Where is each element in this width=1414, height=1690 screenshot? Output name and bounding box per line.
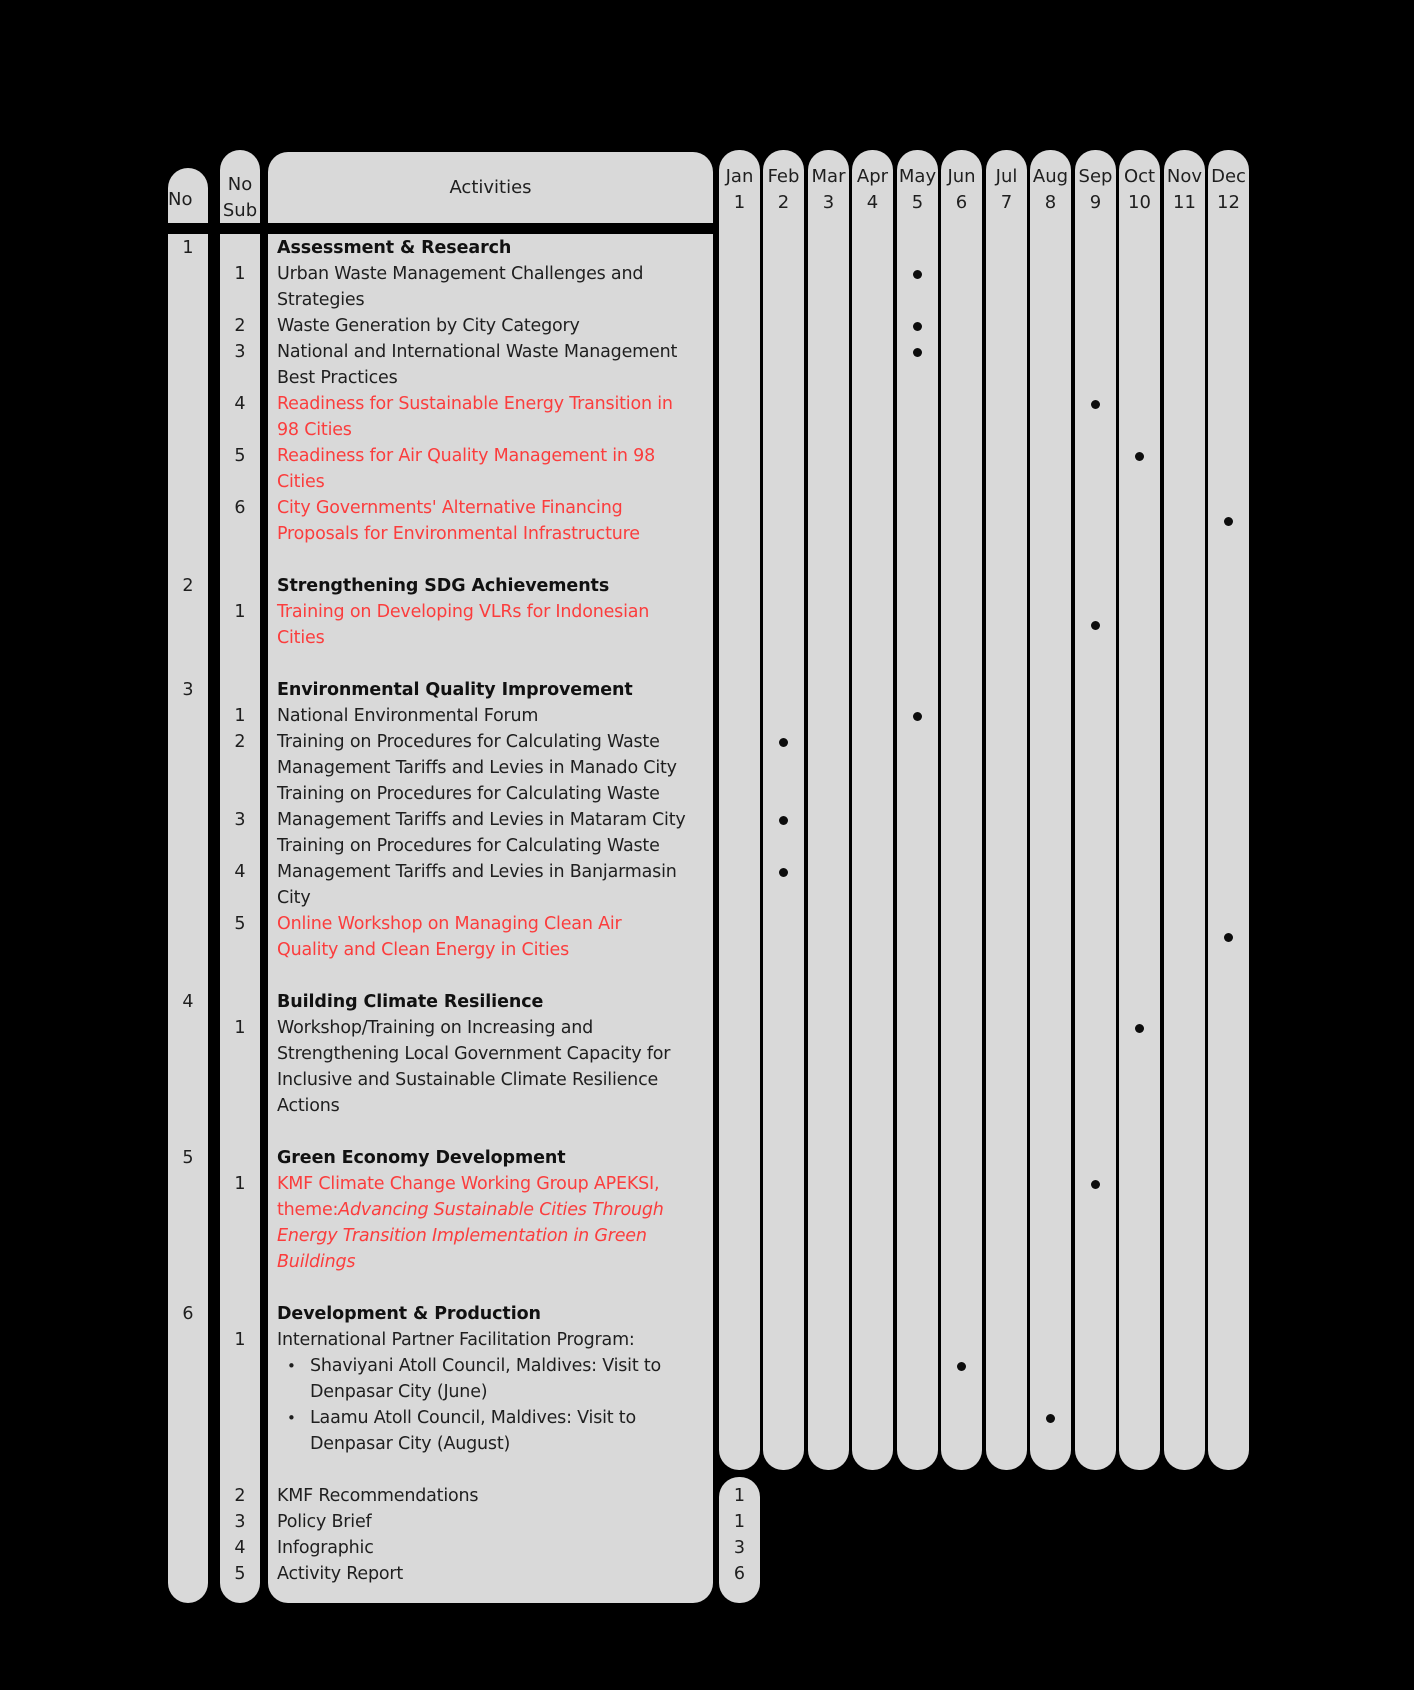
bullet-item-text: Laamu Atoll Council, Maldives: Visit to [310,1408,636,1428]
activity-text-segment: Buildings [277,1252,356,1272]
activity-line: Strategies [277,290,365,310]
sub-number: 1 [234,706,246,726]
month-name: Aug [1032,166,1069,187]
month-name: Jan [725,166,754,187]
activity-text-segment: theme: [277,1200,339,1220]
sub-number: 1 [234,264,246,284]
month-name: Mar [811,166,846,187]
jan-footer-value: 6 [733,1564,746,1584]
gantt-dot-feb [779,816,788,825]
month-number: 2 [777,192,790,213]
activity-line [287,1353,661,1379]
month-column-dec [1208,150,1249,1470]
month-label [897,164,938,216]
no-sub-column-header [220,150,260,223]
activity-line: Denpasar City (August) [310,1434,511,1454]
activity-line: Online Workshop on Managing Clean Air [277,914,622,934]
activity-line: Management Tariffs and Levies in Manado City [277,758,677,778]
jan-footer-value: 1 [733,1486,746,1506]
activity-line: National Environmental Forum [277,706,539,726]
month-column-jul [986,150,1027,1470]
bullet-item-text: Shaviyani Atoll Council, Maldives: Visit to [310,1356,662,1376]
gantt-dot-dec [1224,517,1233,526]
section-title: Building Climate Resilience [277,992,544,1012]
no-column-label: No [168,189,193,210]
activity-line: City [277,888,311,908]
activity-line: Waste Generation by City Category [277,316,580,336]
section-number: 5 [182,1148,194,1168]
month-column-jun [941,150,982,1470]
section-title: Strengthening SDG Achievements [277,576,610,596]
gantt-dot-may [913,322,922,331]
activity-line [277,1223,647,1249]
month-column-sep [1075,150,1116,1470]
month-label [1119,164,1160,216]
gantt-dot-sep [1091,400,1100,409]
gantt-dot-may [913,270,922,279]
month-label [1030,164,1071,216]
sub-number: 3 [234,1512,246,1532]
gantt-dot-feb [779,738,788,747]
month-name: Feb [767,166,800,187]
sub-number: 5 [234,446,246,466]
jan-footer-value: 3 [733,1538,746,1558]
activity-line: Cities [277,628,325,648]
section-number: 1 [182,238,194,258]
month-label [1208,164,1249,216]
sub-number: 1 [234,602,246,622]
activity-line: City Governments' Alternative Financing [277,498,623,518]
section-number: 6 [182,1304,194,1324]
month-number: 3 [822,192,835,213]
activity-line: KMF Recommendations [277,1486,479,1506]
activity-line: Readiness for Air Quality Management in 98 [277,446,656,466]
activity-line: Inclusive and Sustainable Climate Resilience [277,1070,659,1090]
activity-line: Readiness for Sustainable Energy Transition in [277,394,673,414]
month-label [941,164,982,216]
no-column-body [168,234,208,1603]
activity-line: Activity Report [277,1564,404,1584]
month-column-aug [1030,150,1071,1470]
activity-line: Training on Procedures for Calculating Waste [277,784,660,804]
month-label [1164,164,1205,216]
month-number: 5 [911,192,924,213]
month-number: 9 [1089,192,1102,213]
section-number: 2 [182,576,194,596]
bullet-icon: • [287,1357,296,1375]
activity-line: Cities [277,472,325,492]
month-label [719,164,760,216]
activity-line: Management Tariffs and Levies in Banjarmasin [277,862,677,882]
activity-line: International Partner Facilitation Program: [277,1330,635,1350]
month-label [808,164,849,216]
month-column-feb [763,150,804,1470]
activities-label: Activities [449,176,532,198]
activity-line [287,1405,636,1431]
activity-text-segment: Advancing Sustainable Cities Through [338,1200,664,1220]
section-title: Assessment & Research [277,238,512,258]
month-column-nov [1164,150,1205,1470]
activity-line: Urban Waste Management Challenges and [277,264,644,284]
sub-number: 2 [234,1486,246,1506]
month-number: 11 [1173,192,1196,213]
sub-number: 4 [234,862,246,882]
month-name: Oct [1123,166,1156,187]
activity-line [277,1249,355,1275]
activity-line: Quality and Clean Energy in Cities [277,940,570,960]
month-name: Apr [856,166,889,187]
activities-column-header [268,152,713,223]
month-number: 10 [1128,192,1151,213]
month-number: 8 [1044,192,1057,213]
sub-number: 6 [234,498,246,518]
sub-number: 3 [234,810,246,830]
activity-text-segment: KMF Climate Change Working Group APEKSI, [277,1174,660,1194]
gantt-dot-may [913,348,922,357]
activity-line: Strengthening Local Government Capacity for [277,1044,671,1064]
activity-line: Actions [277,1096,340,1116]
activity-line: Training on Procedures for Calculating Waste [277,836,660,856]
month-label [852,164,893,216]
activity-text-segment: Energy Transition Implementation in Green [277,1226,647,1246]
sub-number: 2 [234,732,246,752]
section-title: Environmental Quality Improvement [277,680,633,700]
month-label [1075,164,1116,216]
gantt-dot-may [913,712,922,721]
month-column-apr [852,150,893,1470]
month-name: Jun [947,166,976,187]
activity-line: Training on Developing VLRs for Indonesian [277,602,650,622]
activity-line: Training on Procedures for Calculating Waste [277,732,660,752]
gantt-dot-dec [1224,933,1233,942]
gantt-dot-sep [1091,621,1100,630]
month-number: 4 [866,192,879,213]
bullet-icon: • [287,1409,296,1427]
gantt-dot-oct [1135,452,1144,461]
activity-line: Proposals for Environmental Infrastructure [277,524,640,544]
month-number: 7 [1000,192,1013,213]
activity-line: Policy Brief [277,1512,372,1532]
sub-number: 3 [234,342,246,362]
activity-line [277,1197,664,1223]
month-column-oct [1119,150,1160,1470]
sub-number: 1 [234,1330,246,1350]
month-name: Nov [1166,166,1203,187]
month-label [763,164,804,216]
gantt-dot-jun [957,1362,966,1371]
month-number: 12 [1217,192,1240,213]
section-number: 4 [182,992,194,1012]
activity-line: Infographic [277,1538,374,1558]
activity-line: Management Tariffs and Levies in Mataram City [277,810,686,830]
no-sub-label-line2: Sub [222,200,258,221]
activity-line: Best Practices [277,368,398,388]
section-title: Development & Production [277,1304,541,1324]
month-number: 6 [955,192,968,213]
month-name: Sep [1078,166,1113,187]
activity-line: Workshop/Training on Increasing and [277,1018,594,1038]
gantt-dot-oct [1135,1024,1144,1033]
gantt-dot-sep [1091,1180,1100,1189]
sub-number: 1 [234,1174,246,1194]
month-number: 1 [733,192,746,213]
jan-footer-value: 1 [733,1512,746,1532]
sub-number: 4 [234,1538,246,1558]
activity-line: Denpasar City (June) [310,1382,488,1402]
no-sub-label-line1: No [227,174,253,195]
sub-number: 4 [234,394,246,414]
activity-line [277,1171,659,1197]
section-title: Green Economy Development [277,1148,566,1168]
sub-number: 2 [234,316,246,336]
section-number: 3 [182,680,194,700]
gantt-dot-aug [1046,1414,1055,1423]
month-name: May [898,166,937,187]
month-name: Dec [1211,166,1246,187]
month-column-jan [719,150,760,1470]
month-name: Jul [995,166,1018,187]
activity-line: National and International Waste Management [277,342,678,362]
sub-number: 5 [234,1564,246,1584]
sub-number: 5 [234,914,246,934]
month-label [986,164,1027,216]
no-column-header [168,168,208,223]
activity-line: 98 Cities [277,420,352,440]
gantt-dot-feb [779,868,788,877]
sub-number: 1 [234,1018,246,1038]
month-column-mar [808,150,849,1470]
